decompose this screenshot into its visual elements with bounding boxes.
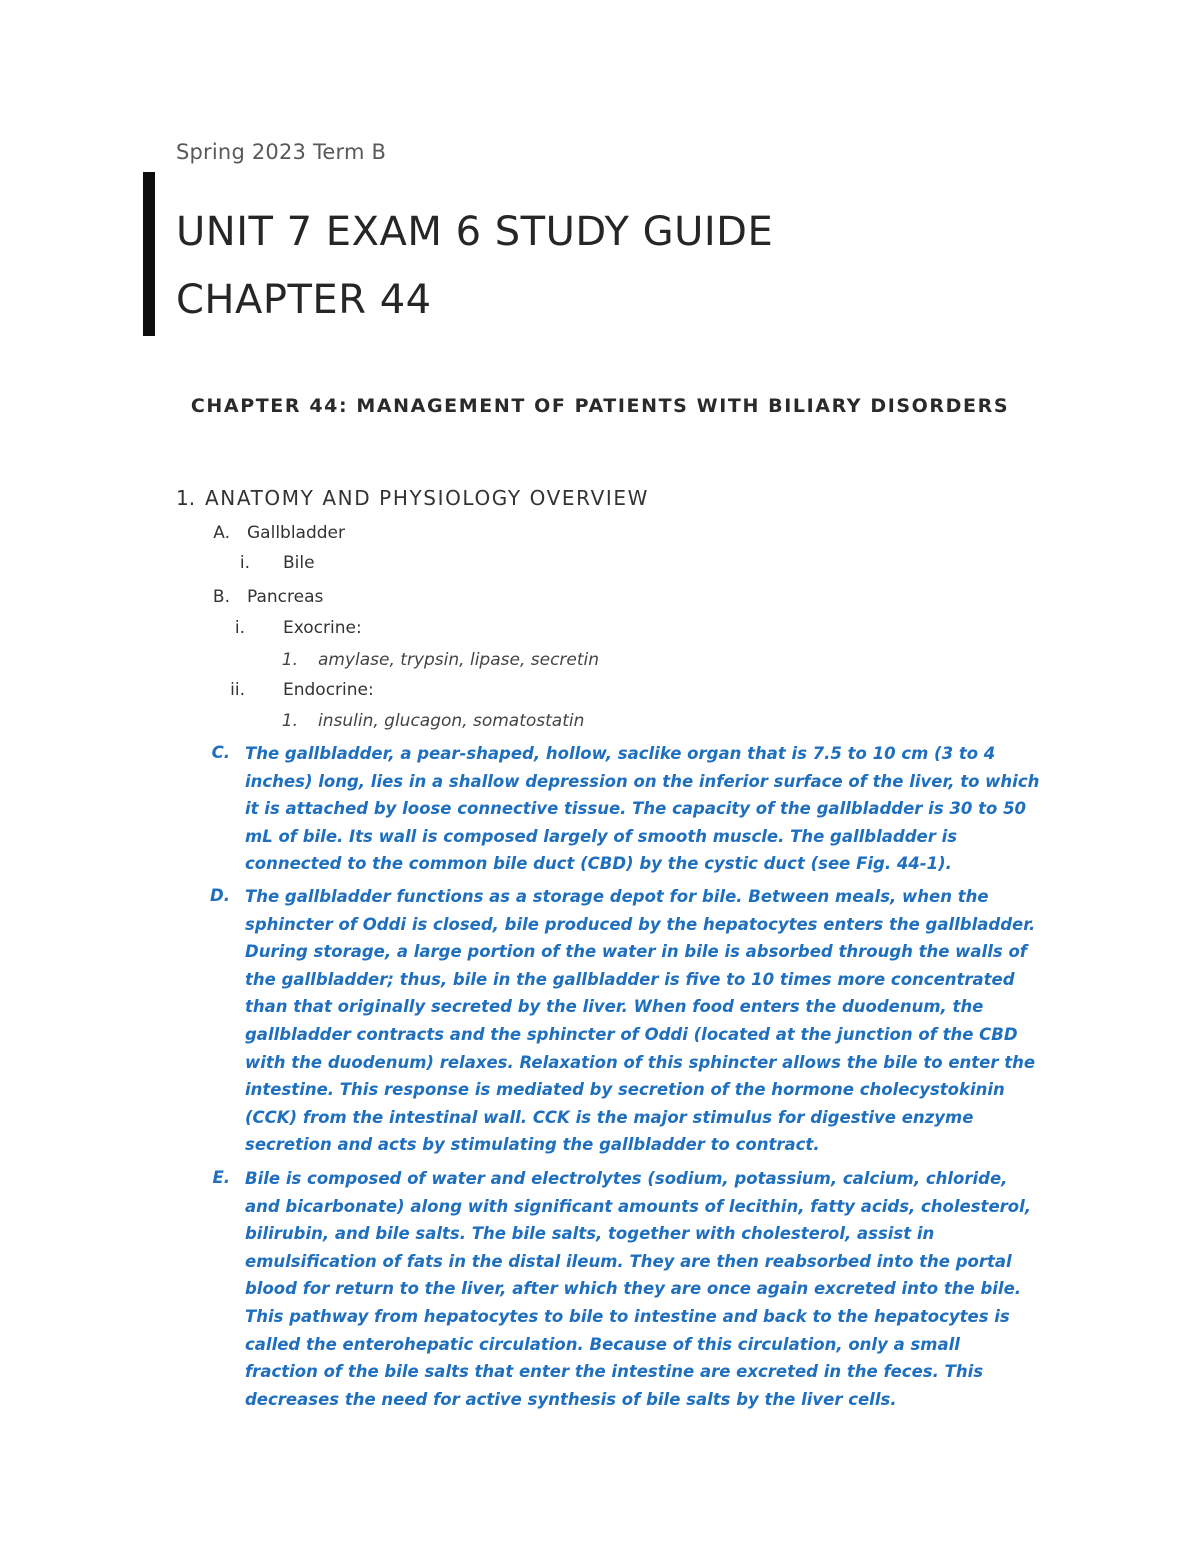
note-e-line: blood for return to the liver, after which they are once again excreted into the bile. xyxy=(245,1279,1022,1299)
list-marker-a: A. xyxy=(213,523,230,543)
note-e-line: Bile is composed of water and electrolytes (sodium, potassium, calcium, chloride, xyxy=(245,1169,1008,1188)
list-item-bile: Bile xyxy=(283,553,315,573)
list-marker-a-i: i. xyxy=(239,553,250,573)
note-d-line: the gallbladder; thus, bile in the gallbladder is five to 10 times more concentrated xyxy=(245,969,1015,989)
note-e-line: and bicarbonate) along with significant amounts of lecithin, fatty acids, cholesterol, xyxy=(245,1196,1032,1216)
list-item-gallbladder: Gallbladder xyxy=(247,523,345,543)
note-paragraph-d xyxy=(245,883,1035,1159)
note-e-line: fraction of the bile salts that enter the intestine are excreted in the feces. This xyxy=(245,1362,984,1382)
note-c-line: inches) long, lies in a shallow depression on the inferior surface of the liver, to which xyxy=(245,771,1040,791)
note-c-line: mL of bile. Its wall is composed largely of smooth muscle. The gallbladder is xyxy=(245,826,958,846)
note-d-line: sphincter of Oddi is closed, bile produced by the hepatocytes enters the gallbladder. xyxy=(245,914,1036,934)
note-paragraph-e xyxy=(245,1165,1035,1413)
note-d-line: During storage, a large portion of the water in bile is absorbed through the walls of xyxy=(245,942,1027,962)
note-d-line: gallbladder contracts and the sphincter of Oddi (located at the junction of the CBD xyxy=(245,1024,1018,1044)
note-e-line: bilirubin, and bile salts. The bile salts, together with cholesterol, assist in xyxy=(245,1224,935,1244)
list-item-exocrine-enzymes: amylase, trypsin, lipase, secretin xyxy=(318,650,600,670)
section-title: ANATOMY AND PHYSIOLOGY OVERVIEW xyxy=(205,486,649,510)
list-marker-b-i-1: 1. xyxy=(281,650,298,670)
list-marker-b-i: i. xyxy=(234,618,245,638)
note-d-line: (CCK) from the intestinal wall. CCK is the major stimulus for digestive enzyme xyxy=(245,1107,974,1127)
chapter-heading: CHAPTER 44: MANAGEMENT OF PATIENTS WITH BILIARY DISORDERS xyxy=(190,395,1010,417)
section-number: 1. xyxy=(176,486,196,510)
note-marker-c: C. xyxy=(211,743,230,762)
list-item-exocrine: Exocrine: xyxy=(283,618,362,638)
note-e-line: decreases the need for active synthesis of bile salts by the liver cells. xyxy=(245,1389,897,1409)
document-title: UNIT 7 EXAM 6 STUDY GUIDE xyxy=(176,209,774,255)
note-d-line: The gallbladder functions as a storage depot for bile. Between meals, when the xyxy=(245,887,989,906)
note-c-line: it is attached by loose connective tissue. The capacity of the gallbladder is 30 to 50 xyxy=(245,799,1027,819)
note-d-line: intestine. This response is mediated by secretion of the hormone cholecystokinin xyxy=(245,1080,1005,1100)
list-item-pancreas: Pancreas xyxy=(247,587,324,607)
title-accent-bar xyxy=(143,172,155,336)
list-marker-b-ii: ii. xyxy=(230,680,245,700)
note-e-line: emulsification of fats in the distal ileum. They are then reabsorbed into the portal xyxy=(245,1251,1012,1271)
note-c-line: The gallbladder, a pear-shaped, hollow, saclike organ that is 7.5 to 10 cm (3 to 4 xyxy=(245,744,996,763)
note-e-line: called the enterohepatic circulation. Because of this circulation, only a small xyxy=(245,1334,960,1354)
note-d-line: secretion and acts by stimulating the gallbladder to contract. xyxy=(245,1135,820,1155)
note-d-line: with the duodenum) relaxes. Relaxation of this sphincter allows the bile to enter the xyxy=(245,1052,1036,1072)
document-subtitle: CHAPTER 44 xyxy=(176,277,432,323)
list-item-endocrine: Endocrine: xyxy=(283,680,374,700)
note-d-line: than that originally secreted by the liver. When food enters the duodenum, the xyxy=(245,997,984,1017)
note-marker-d: D. xyxy=(210,886,230,905)
note-e-line: This pathway from hepatocytes to bile to intestine and back to the hepatocytes is xyxy=(245,1306,1010,1326)
note-marker-e: E. xyxy=(212,1168,230,1187)
term-label: Spring 2023 Term B xyxy=(176,140,387,164)
list-marker-b-ii-1: 1. xyxy=(281,711,298,731)
list-marker-b: B. xyxy=(212,587,230,607)
note-paragraph-c xyxy=(245,740,1040,878)
note-c-line: connected to the common bile duct (CBD) by the cystic duct (see Fig. 44-1). xyxy=(245,854,952,874)
list-item-endocrine-hormones: insulin, glucagon, somatostatin xyxy=(318,711,585,731)
